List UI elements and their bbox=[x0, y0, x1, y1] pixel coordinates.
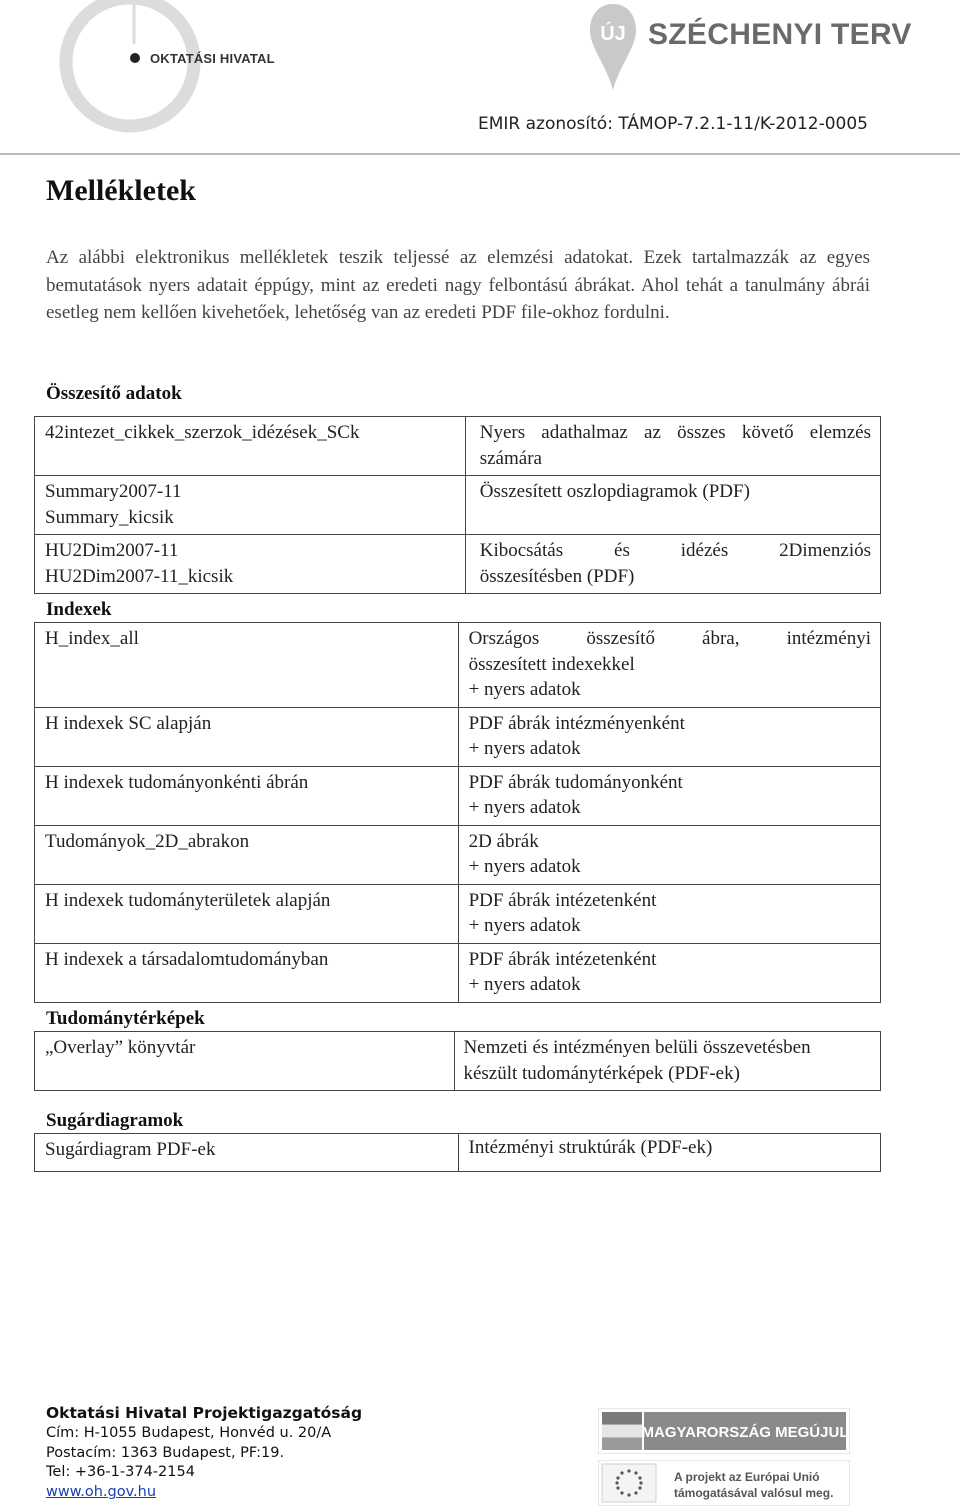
szechenyi-badge: ÚJ bbox=[600, 23, 626, 45]
footer-contact bbox=[46, 1404, 362, 1503]
index-description: PDF ábrák tudományonként bbox=[468, 771, 683, 793]
index-description: + nyers adatok bbox=[468, 679, 581, 700]
index-description: + nyers adatok bbox=[468, 856, 581, 877]
magyarorszag-megujul-text: MAGYARORSZÁG MEGÚJUL bbox=[641, 1424, 849, 1441]
table-cell bbox=[458, 884, 880, 943]
file-description: Kibocsátás és idézés 2Dimenziós bbox=[479, 540, 871, 561]
index-description: + nyers adatok bbox=[468, 738, 581, 759]
indexek-table bbox=[34, 622, 881, 1003]
page-title: Mellékletek bbox=[46, 174, 196, 207]
table-cell bbox=[35, 884, 459, 943]
footer-org: Oktatási Hivatal Projektigazgatóság bbox=[46, 1404, 363, 1422]
emir-id: EMIR azonosító: TÁMOP-7.2.1-11/K-2012-0005 bbox=[478, 114, 868, 134]
index-name: H indexek tudományterületek alapján bbox=[45, 889, 331, 911]
table-cell bbox=[35, 766, 459, 825]
table-cell bbox=[458, 707, 880, 766]
table-cell bbox=[465, 476, 880, 535]
index-description: PDF ábrák intézményenként bbox=[468, 712, 685, 734]
index-name: H indexek tudományonkénti ábrán bbox=[45, 771, 309, 793]
sugar-table bbox=[34, 1133, 881, 1172]
table-cell bbox=[465, 417, 880, 476]
file-name: HU2Dim2007-11_kicsik bbox=[45, 565, 234, 587]
footer-phone: Tel: +36-1-374-2154 bbox=[46, 1464, 195, 1481]
folder-description: Intézményi struktúrák (PDF-ek) bbox=[468, 1137, 713, 1158]
file-description: Összesített oszlopdiagramok (PDF) bbox=[479, 481, 750, 502]
szechenyi-terv-logo-text: SZÉCHENYI TERV bbox=[648, 18, 912, 51]
file-description: számára bbox=[479, 447, 542, 469]
index-name: H indexek a társadalomtudományban bbox=[45, 948, 329, 970]
table-cell bbox=[458, 766, 880, 825]
index-description: 2D ábrák bbox=[468, 830, 539, 852]
table-cell bbox=[35, 707, 459, 766]
footer-website-link[interactable]: www.oh.gov.hu bbox=[46, 1484, 157, 1501]
magyarorszag-megujul-logo bbox=[598, 1408, 850, 1454]
index-description: + nyers adatok bbox=[468, 797, 581, 818]
footer-postal: Postacím: 1363 Budapest, PF:19. bbox=[46, 1444, 285, 1461]
osszesito-table bbox=[34, 416, 881, 594]
table-row bbox=[35, 417, 881, 476]
table-cell bbox=[35, 1032, 455, 1091]
index-description: Országos összesítő ábra, intézményi bbox=[468, 628, 871, 649]
index-description: összesített indexekkel bbox=[468, 653, 635, 675]
table-row bbox=[35, 884, 881, 943]
eu-support-line2: támogatásával valósul meg. bbox=[674, 1486, 834, 1500]
table-row bbox=[35, 766, 881, 825]
file-description: Nyers adathalmaz az összes követő elemzés bbox=[479, 422, 871, 443]
oktatasi-hivatal-logo-text: OKTATÁSI HIVATAL bbox=[150, 51, 275, 66]
file-name: HU2Dim2007-11 bbox=[45, 540, 179, 561]
table-cell bbox=[465, 535, 880, 594]
terkepek-title: Tudománytérképek bbox=[46, 1008, 205, 1029]
table-cell bbox=[458, 1134, 880, 1172]
table-row bbox=[35, 707, 881, 766]
file-name: Summary2007-11 bbox=[45, 481, 182, 502]
table-row bbox=[35, 1032, 881, 1091]
table-cell bbox=[35, 623, 459, 708]
oktatasi-hivatal-logo bbox=[55, 0, 315, 140]
table-row bbox=[35, 476, 881, 535]
index-description: PDF ábrák intézetenként bbox=[468, 889, 657, 911]
table-row bbox=[35, 623, 881, 708]
folder-name: „Overlay” könyvtár bbox=[45, 1037, 196, 1058]
eu-support-line1: A projekt az Európai Unió bbox=[674, 1470, 820, 1484]
folder-description: Nemzeti és intézményen belüli összevetésben bbox=[463, 1037, 811, 1058]
table-cell bbox=[35, 535, 466, 594]
eu-support-logo bbox=[598, 1460, 850, 1506]
file-description: összesítésben (PDF) bbox=[479, 565, 635, 587]
index-description: + nyers adatok bbox=[468, 974, 581, 995]
index-name: H_index_all bbox=[45, 628, 139, 649]
table-cell bbox=[455, 1032, 881, 1091]
table-row bbox=[35, 1134, 881, 1172]
table-cell bbox=[458, 623, 880, 708]
table-cell bbox=[35, 476, 466, 535]
index-description: PDF ábrák intézetenként bbox=[468, 948, 657, 970]
footer-address: Cím: H-1055 Budapest, Honvéd u. 20/A bbox=[46, 1424, 332, 1441]
table-cell bbox=[35, 417, 466, 476]
table-row bbox=[35, 535, 881, 594]
header-divider bbox=[0, 153, 960, 155]
szechenyi-terv-pin-icon bbox=[588, 0, 638, 92]
table-cell bbox=[458, 825, 880, 884]
osszesito-title: Összesítő adatok bbox=[46, 383, 182, 404]
table-row bbox=[35, 825, 881, 884]
indexek-title: Indexek bbox=[46, 599, 112, 620]
file-name: Summary_kicsik bbox=[45, 506, 174, 528]
file-name: 42intezet_cikkek_szerzok_idézések_SCk bbox=[45, 422, 360, 443]
table-cell bbox=[35, 943, 459, 1002]
index-description: + nyers adatok bbox=[468, 915, 581, 936]
intro-paragraph: Az alábbi elektronikus mellékletek teszik teljessé az elemzési adatokat. Ezek tartalmazzák az egyes bemutatások nyers adatait éppúgy, mint az eredeti nagy felbontású ábrákat. Ahol tehát a tanulmány ábrái esetleg nem kellően kivehetőek, lehetőség van az eredeti PDF file-okhoz fordulni. bbox=[46, 247, 870, 323]
index-name: Tudományok_2D_abrakon bbox=[45, 830, 250, 852]
table-cell bbox=[35, 1134, 459, 1172]
folder-name: Sugárdiagram PDF-ek bbox=[45, 1139, 216, 1160]
folder-description: készült tudománytérképek (PDF-ek) bbox=[463, 1062, 740, 1084]
table-row bbox=[35, 943, 881, 1002]
sugar-title: Sugárdiagramok bbox=[46, 1110, 184, 1131]
index-name: H indexek SC alapján bbox=[45, 712, 212, 734]
table-cell bbox=[35, 825, 459, 884]
table-cell bbox=[458, 943, 880, 1002]
terkepek-table bbox=[34, 1031, 881, 1091]
